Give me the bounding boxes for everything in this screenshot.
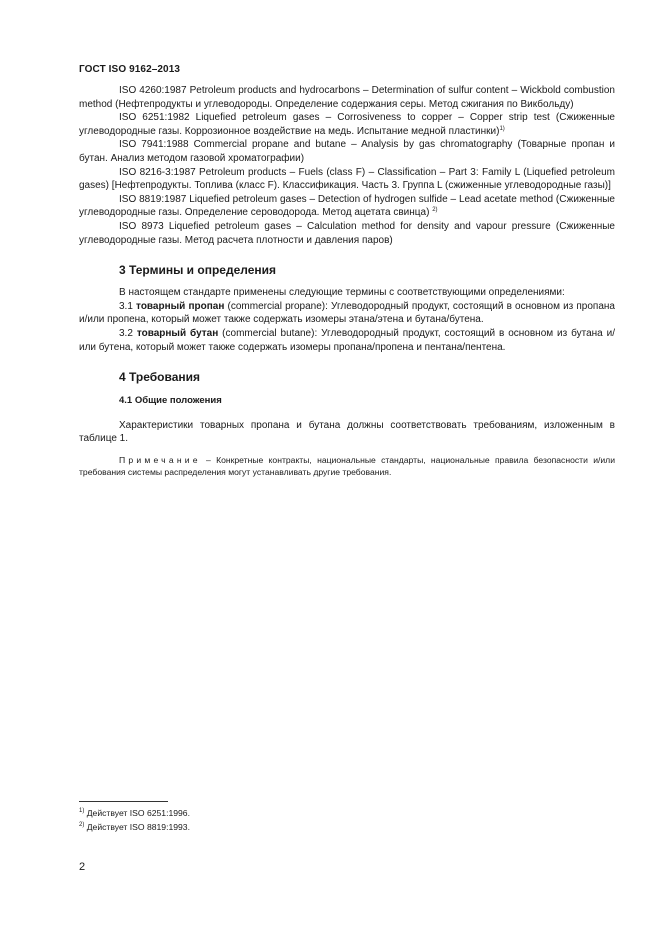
reference-item — [79, 220, 615, 247]
page-number: 2 — [79, 861, 86, 873]
term-definition-propane — [79, 300, 615, 327]
section-3-intro: В настоящем стандарте применены следующие термины с соответствующими определениями: — [119, 287, 565, 299]
footnotes-block — [79, 801, 615, 834]
section-4-heading: 4 Требования — [119, 370, 200, 385]
term-number: 3.1 — [119, 300, 133, 312]
footnote-marker: 1) — [499, 125, 505, 132]
footnote-item — [79, 806, 615, 820]
page-content — [79, 84, 615, 478]
term-number: 3.2 — [119, 327, 133, 339]
section-3-heading: 3 Термины и определения — [119, 263, 277, 278]
reference-item — [79, 166, 615, 193]
reference-text: ISO 8819:1987 Liquefied petroleum gases – Detection of hydrogen sulfide – Lead acetate method (Сжиженные углеводородные газы. Определение сероводорода. Метод ацетата свинца) — [79, 193, 615, 219]
footnote-mark: 2) — [79, 822, 85, 828]
footnote-marker: 2) — [432, 207, 438, 214]
note-text: – Конкретные контракты, национальные стандарты, национальные правила безопасности и/или требования системы распределения могут устанавливать другие требования. — [79, 454, 615, 477]
reference-item — [79, 84, 615, 111]
reference-item — [79, 138, 615, 165]
normative-references-list — [79, 84, 615, 247]
reference-text: ISO 7941:1988 Commercial propane and butane – Analysis by gas chromatography (Товарные пропан и бутан. Анализ методом газовой хроматографии) — [79, 139, 615, 164]
subsection-4-1-heading: 4.1 Общие положения — [119, 395, 222, 407]
reference-text: ISO 6251:1982 Liquefied petroleum gases – Corrosiveness to copper – Copper strip test (Сжиженные углеводородные газы. Коррозионное воздействие на медь. Испытание медной пластинки) — [79, 112, 615, 137]
term-definition-text: (commercial butane): Углеводородный продукт, состоящий в основном из бутана и/или бутена, который может также содержать изомеры пропана/пропена и пентана/пентена. — [79, 327, 616, 353]
term-name: товарный бутан — [136, 327, 219, 339]
term-definition-butane — [79, 327, 615, 354]
reference-item — [79, 193, 615, 220]
reference-text: ISO 8973 Liquefied petroleum gases – Calculation method for density and vapour pressure (Сжиженные углеводородные газы. Метод расчета плотности и давления паров) — [79, 220, 615, 246]
standard-code-header: ГОСТ ISO 9162–2013 — [79, 64, 181, 75]
footnote-text: Действует ISO 8819:1993. — [84, 822, 190, 832]
footnote-mark: 1) — [79, 808, 85, 814]
term-name: товарный пропан — [136, 300, 225, 312]
footnote-text: Действует ISO 6251:1996. — [84, 808, 190, 818]
reference-text: ISO 4260:1987 Petroleum products and hydrocarbons – Determination of sulfur content – Wickbold combustion method (Нефтепродукты и углеводороды. Определение содержания серы. Метод сжигания по Викбольду) — [79, 85, 615, 110]
term-definition-text: (commercial propane): Углеводородный продукт, состоящий в основном из пропана и/или пропена, который может также содержать изомеры этана/этена и бутана/бутена. — [79, 300, 615, 326]
reference-item — [79, 111, 615, 138]
section-4-paragraph: Характеристики товарных пропана и бутана должны соответствовать требованиям, изложенным в таблице 1. — [79, 419, 615, 445]
footnote-divider — [79, 801, 168, 802]
footnote-item — [79, 820, 615, 834]
reference-text: ISO 8216-3:1987 Petroleum products – Fuels (class F) – Classification – Part 3: Family L (Liquefied petroleum gases) [Нефтепродукты. Топлива (класс F). Классификация. Часть 3. Группа L (сжиженные углеводородные газы)] — [79, 166, 615, 192]
note-label: Примечание — [119, 454, 201, 465]
note-paragraph — [79, 454, 615, 478]
